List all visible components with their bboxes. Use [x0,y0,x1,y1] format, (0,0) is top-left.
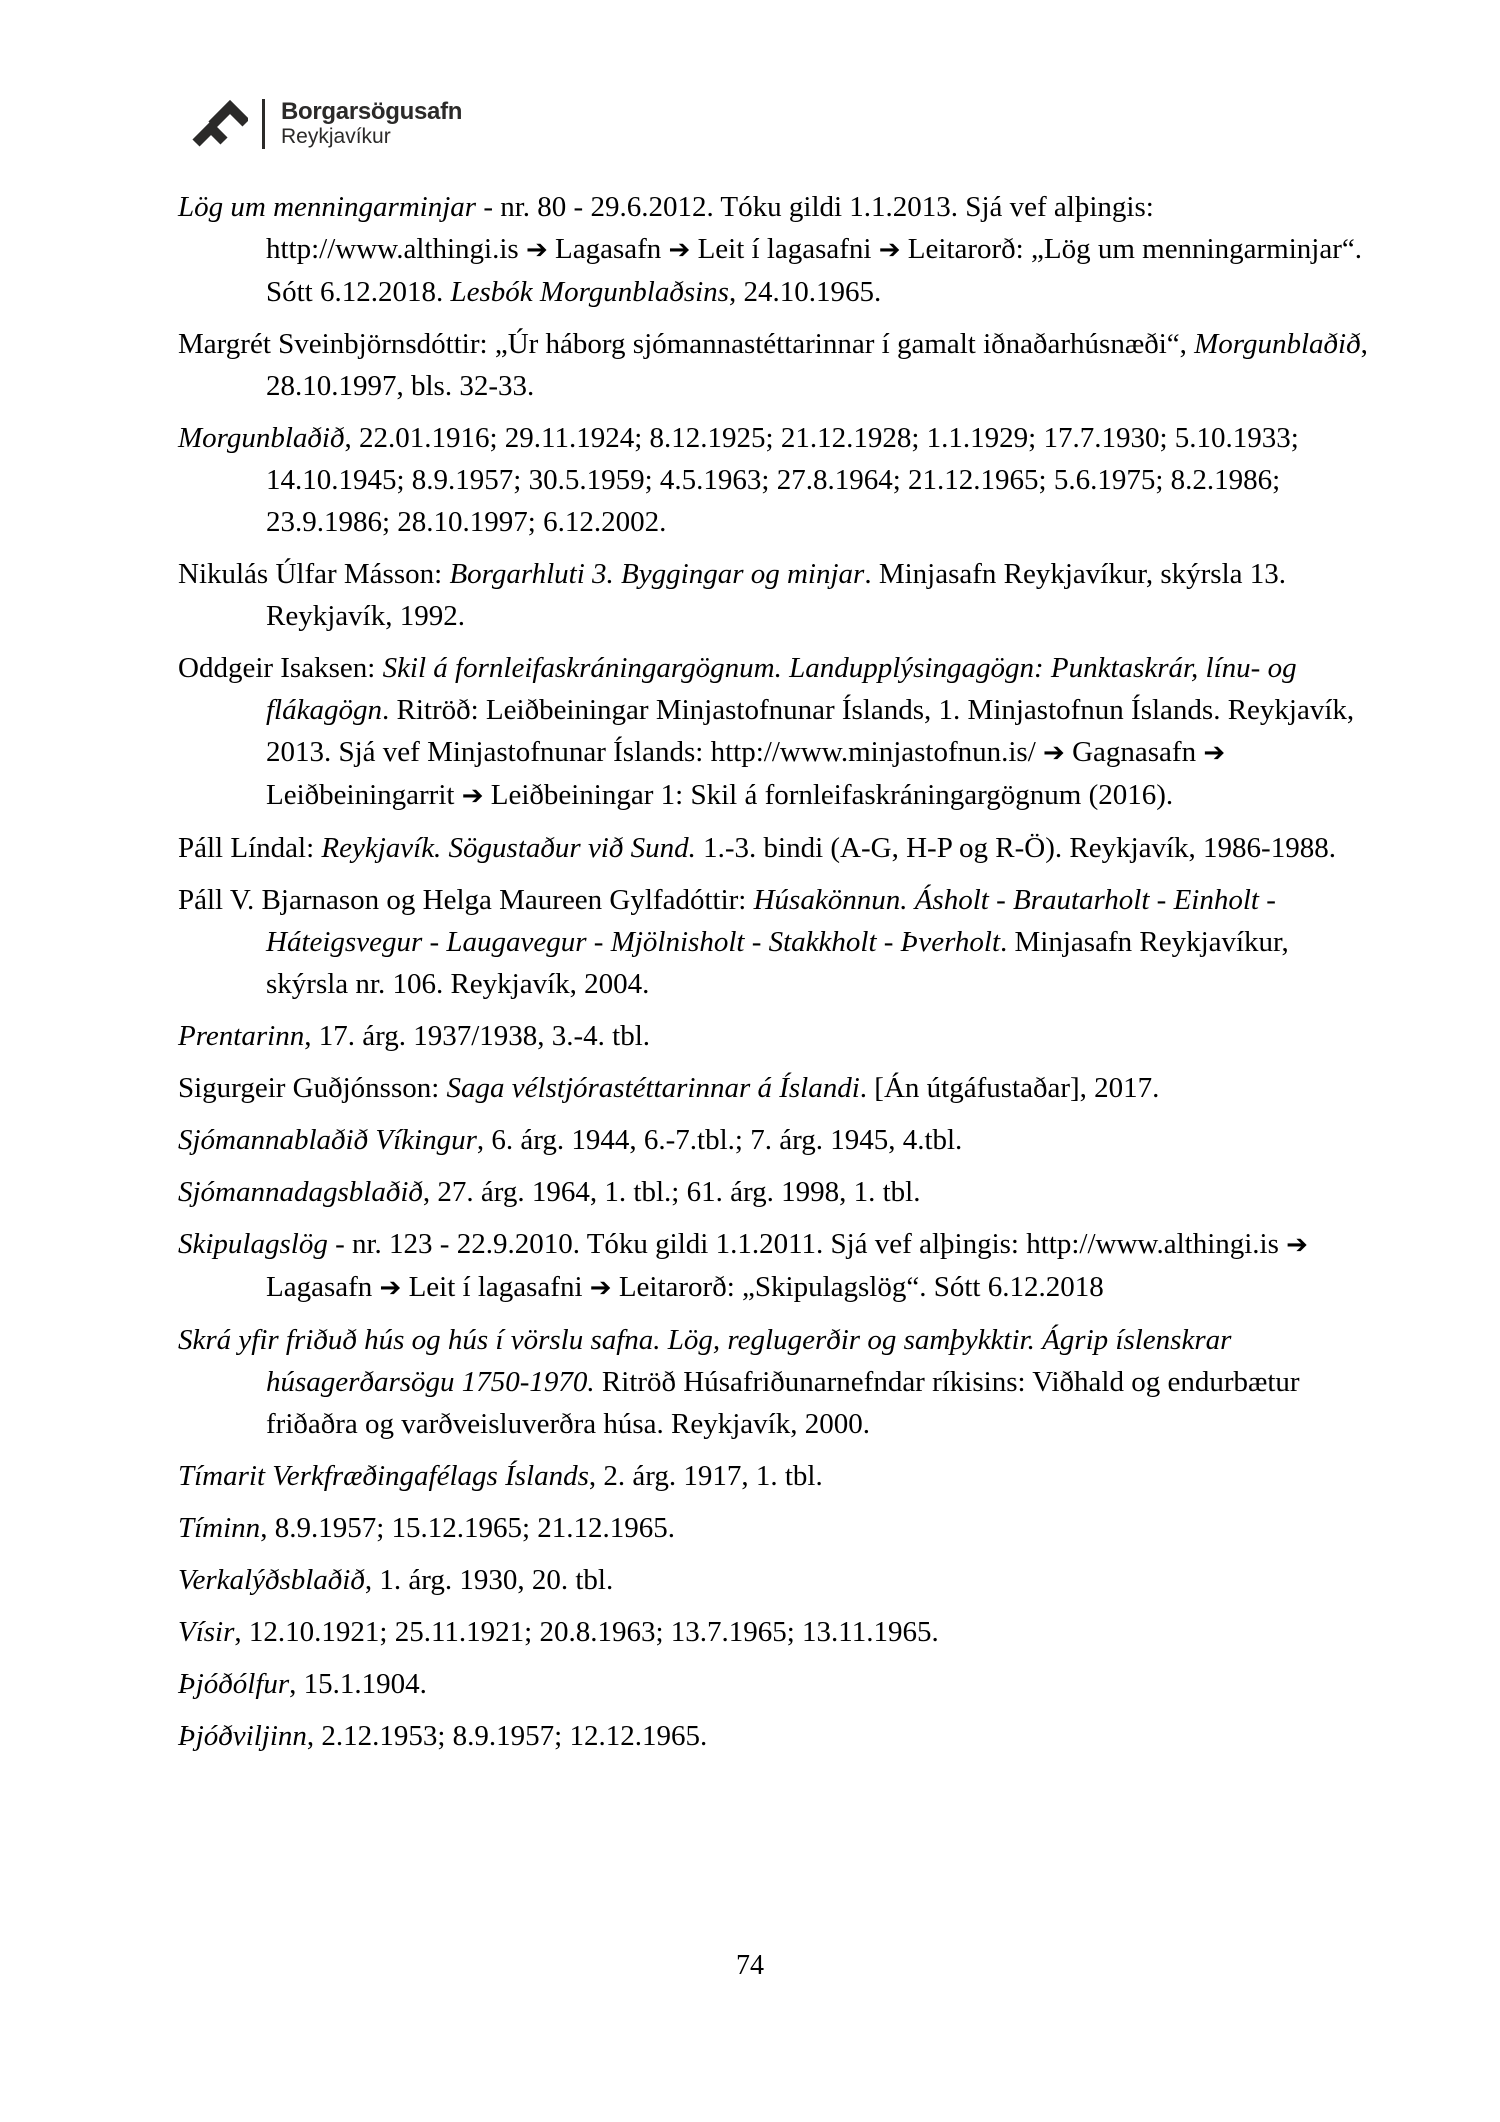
entry-segment: , 17. árg. 1937/1938, 3.-4. tbl. [304,1020,651,1052]
entry-segment: Skipulagslög [178,1228,328,1260]
entry-segment: Skrá yfir friðuð hús og hús í vörslu safna. Lög, reglugerðir og samþykktir. Ágrip íslenskrar húsagerðarsögu 1750-1970. [178,1324,1232,1398]
entry-segment: Lesbók Morgunblaðsins [450,276,729,308]
bibliography-entry [178,553,1378,637]
bibliography-list [178,186,1378,1767]
entry-segment: Þjóðólfur [178,1668,290,1700]
entry-segment: Oddgeir Isaksen: [178,652,383,684]
entry-segment: Ritröð Húsafriðunarnefndar ríkisins: Viðhald og endurbætur friðaðra og varðveisluverðra húsa. Reykjavík, 2000. [266,1366,1300,1440]
bibliography-entry [178,647,1378,817]
logo [190,98,462,150]
entry-segment: Borgarhluti 3. Byggingar og minjar [449,558,865,590]
entry-segment: Sjómannablaðið Víkingur [178,1124,477,1156]
entry-segment: Lagasafn [266,1271,380,1303]
entry-segment: Tímarit Verkfræðingafélags Íslands [178,1460,589,1492]
entry-segment: Páll Líndal: [178,832,322,864]
entry-segment: Skil á fornleifaskráningargögnum. Landupplýsingagögn: Punktaskrár, línu- og flákagögn [266,652,1297,726]
logo-title: Borgarsögusafn [281,98,463,125]
bibliography-entry [178,1319,1378,1445]
bibliography-entry [178,827,1378,869]
entry-segment: Þjóðviljinn [178,1720,307,1752]
logo-divider [262,99,265,149]
bibliography-entry [178,1715,1378,1757]
entry-segment: , 27. árg. 1964, 1. tbl.; 61. árg. 1998, 1. tbl. [422,1176,921,1208]
entry-segment: Leit í lagasafni [690,233,879,265]
entry-segment: . Ritröð: Leiðbeiningar Minjastofnunar Íslands, 1. Minjastofnun Íslands. Reykjavík, 2013. Sjá vef Minjastofnunar Íslands: http://www.minjastofnun.is/ [266,694,1355,768]
bibliography-entry [178,1455,1378,1497]
bibliography-entry [178,1171,1378,1213]
bibliography-entry [178,1223,1378,1309]
entry-segment: Páll V. Bjarnason og Helga Maureen Gylfadóttir: [178,884,754,916]
entry-segment: Tíminn [178,1512,261,1544]
entry-segment: Morgunblaðið [178,422,345,454]
logo-text [281,99,462,149]
bibliography-entry [178,417,1378,543]
entry-segment: Vísir [178,1616,235,1648]
entry-segment: , 28.10.1997, bls. 32-33. [266,328,1368,402]
bibliography-entry [178,186,1378,313]
entry-segment: Lagasafn [547,233,669,265]
entry-segment: Prentarinn [178,1020,305,1052]
right-arrow-icon: ➔ [1203,738,1226,768]
entry-segment: , 6. árg. 1944, 6.-7.tbl.; 7. árg. 1945, 4.tbl. [476,1124,963,1156]
right-arrow-icon: ➔ [878,235,901,265]
bibliography-entry [178,1507,1378,1549]
logo-subtitle: Reykjavíkur [281,125,391,148]
entry-segment: Leiðbeiningarrit [266,779,462,811]
right-arrow-icon: ➔ [668,235,691,265]
entry-segment: Morgunblaðið [1194,328,1361,360]
entry-segment: Nikulás Úlfar Másson: [178,558,450,590]
entry-segment: , 22.01.1916; 29.11.1924; 8.12.1925; 21.12.1928; 1.1.1929; 17.7.1930; 5.10.1933; 14.10.1945; 8.9.1957; 30.5.1959; 4.5.1963; 27.8.1964; 21.12.1965; 5.6.1975; 8.2.1986; 23.9.1986; 28.10.1997; 6.12.2002. [266,422,1299,538]
entry-segment: Leitarorð: „Lög um menningarminjar“. Sótt 6.12.2018. [266,233,1362,308]
bibliography-entry [178,323,1378,407]
right-arrow-icon: ➔ [589,1273,612,1303]
right-arrow-icon: ➔ [379,1273,402,1303]
right-arrow-icon: ➔ [461,781,484,811]
entry-segment: Leit í lagasafni [401,1271,590,1303]
entry-segment: , 2. árg. 1917, 1. tbl. [588,1460,823,1492]
entry-segment: , 15.1.1904. [289,1668,427,1700]
entry-segment: . Minjasafn Reykjavíkur, skýrsla nr. 106. Reykjavík, 2004. [266,926,1289,1000]
right-arrow-icon: ➔ [1286,1230,1308,1260]
bibliography-entry [178,1611,1378,1653]
entry-segment: . [Án útgáfustaðar], 2017. [859,1072,1160,1104]
entry-segment: Lög um menningarminjar [178,191,477,223]
entry-segment: , 8.9.1957; 15.12.1965; 21.12.1965. [260,1512,676,1544]
bibliography-entry [178,1015,1378,1057]
chevrons-icon [190,98,248,150]
entry-segment: Gagnasafn [1064,736,1204,768]
bibliography-entry [178,1067,1378,1109]
entry-segment: . Minjasafn Reykjavíkur, skýrsla 13. Reykjavík, 1992. [266,558,1287,632]
entry-segment: - nr. 123 - 22.9.2010. Tóku gildi 1.1.2011. Sjá vef alþingis: http://www.althingi.is [327,1228,1287,1260]
bibliography-entry [178,1663,1378,1705]
entry-segment: , 2.12.1953; 8.9.1957; 12.12.1965. [306,1720,708,1752]
entry-segment: Margrét Sveinbjörnsdóttir: „Úr háborg sjómannastéttarinnar í gamalt iðnaðarhúsnæði“, [178,328,1195,360]
entry-segment: , 1. árg. 1930, 20. tbl. [364,1564,614,1596]
entry-segment: Verkalýðsblaðið [178,1564,365,1596]
entry-segment: , 12.10.1921; 25.11.1921; 20.8.1963; 13.7.1965; 13.11.1965. [234,1616,939,1648]
entry-segment: Leiðbeiningar 1: Skil á fornleifaskráningargögnum (2016). [483,779,1174,811]
entry-segment: Sjómannadagsblaðið [178,1176,423,1208]
entry-segment: Reykjavík. Sögustaður við Sund. [321,832,696,864]
entry-segment: , 24.10.1965. [728,276,882,308]
entry-segment: 1.-3. bindi (A-G, H-P og R-Ö). Reykjavík, 1986-1988. [695,832,1336,864]
right-arrow-icon: ➔ [525,235,548,265]
right-arrow-icon: ➔ [1043,738,1065,768]
bibliography-entry [178,1559,1378,1601]
entry-segment: Húsakönnun. Ásholt - Brautarholt - Einholt - Háteigsvegur - Laugavegur - Mjölnisholt - Stakkholt - Þverholt [266,884,1276,958]
entry-segment: Leitarorð: „Skipulagslög“. Sótt 6.12.2018 [611,1271,1104,1303]
bibliography-entry [178,879,1378,1005]
page-number: 74 [736,1950,764,1981]
entry-segment: - nr. 80 - 29.6.2012. Tóku gildi 1.1.2013. Sjá vef alþingis: http://www.althingi.is [266,191,1154,265]
entry-segment: Sigurgeir Guðjónsson: [178,1072,447,1104]
bibliography-entry [178,1119,1378,1161]
entry-segment: Saga vélstjórastéttarinnar á Íslandi [446,1072,860,1104]
